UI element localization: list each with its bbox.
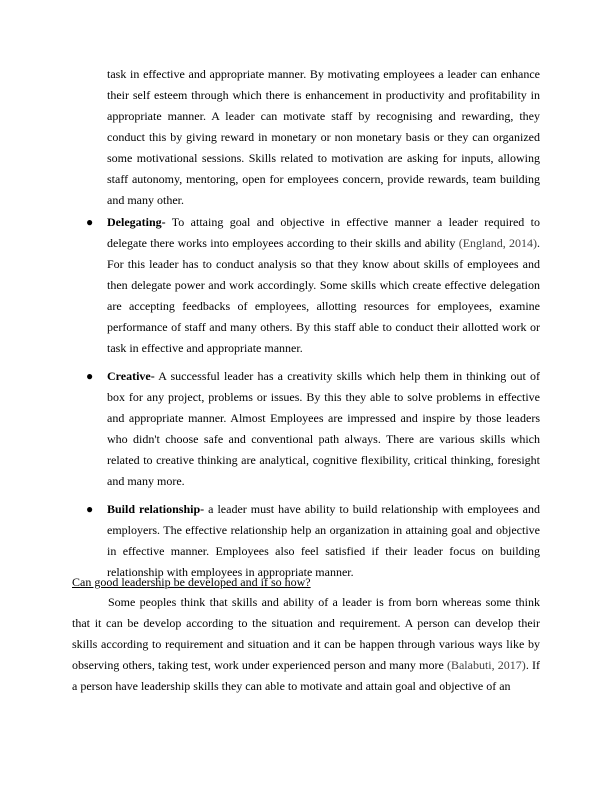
list-item bbox=[0, 212, 540, 359]
motivation-continuation-paragraph: task in effective and appropriate manner. By motivating employees a leader can enhance their self esteem through which there is enhancement in productivity and profitability in appropriate manner. A leader can motivate staff by recognising and rewarding, they conduct this by giving reward in monetary or non monetary basis or they can organized some motivational sessions. Skills related to motivation are asking for inputs, allowing staff autonomy, mentoring, open for employees concern, provide rewards, team building and many other. bbox=[107, 67, 540, 207]
citation: (England, 2014) bbox=[458, 236, 538, 250]
section-text: Some peoples think that skills and ability of a leader is from born whereas some think that it can be develop according to the situation and requirement. A person can develop their skills according to requirement and situation and it can be happen through various ways like by observing others, taking test, work under experienced person and many more bbox=[72, 595, 540, 672]
bullet-text-cont: . For this leader has to conduct analysis so that they know about skills of employees and then delegate power and work accordingly. Some skills which create effective delegation are accepting feedbacks of employees, allotting resources for employees, examine performance of staff and many others. By this staff able to conduct their allotted work or task in effective and appropriate manner. bbox=[107, 236, 541, 355]
bullet-icon: ● bbox=[86, 215, 94, 229]
list-item bbox=[0, 366, 540, 492]
leadership-skills-list bbox=[0, 212, 612, 590]
bullet-icon: ● bbox=[86, 369, 94, 383]
list-item bbox=[0, 499, 540, 583]
section-text-cont: . If a person have leadership skills they can able to motivate and attain goal and objective of an bbox=[72, 658, 540, 693]
bullet-term: Build relationship- bbox=[107, 502, 205, 516]
section-paragraph bbox=[72, 592, 540, 697]
bullet-text: To attaing goal and objective in effective manner a leader required to delegate there works into employees according to their skills and ability bbox=[107, 215, 540, 250]
bullet-term: Creative- bbox=[107, 369, 155, 383]
bullet-text: a leader must have ability to build relationship with employees and employers. The effective relationship help an organization in attaining goal and objective in effective manner. Employees also feel satisfied if their leader focus on building relationship with employees in appropriate manner. bbox=[107, 502, 541, 579]
citation: (Balabuti, 2017) bbox=[446, 658, 526, 672]
bullet-icon: ● bbox=[86, 502, 94, 516]
bullet-text: A successful leader has a creativity skills which help them in thinking out of box for any project, problems or issues. By this they able to solve problems in effective and appropriate manner. Almost Employees are impressed and inspire by those leaders who didn't choose safe and conventional path always. There are various skills which related to creative thinking are analytical, cognitive flexibility, critical thinking, foresight and many more. bbox=[107, 369, 540, 488]
bullet-term: Delegating- bbox=[107, 215, 166, 229]
section-heading: Can good leadership be developed and if so how? bbox=[72, 575, 311, 589]
